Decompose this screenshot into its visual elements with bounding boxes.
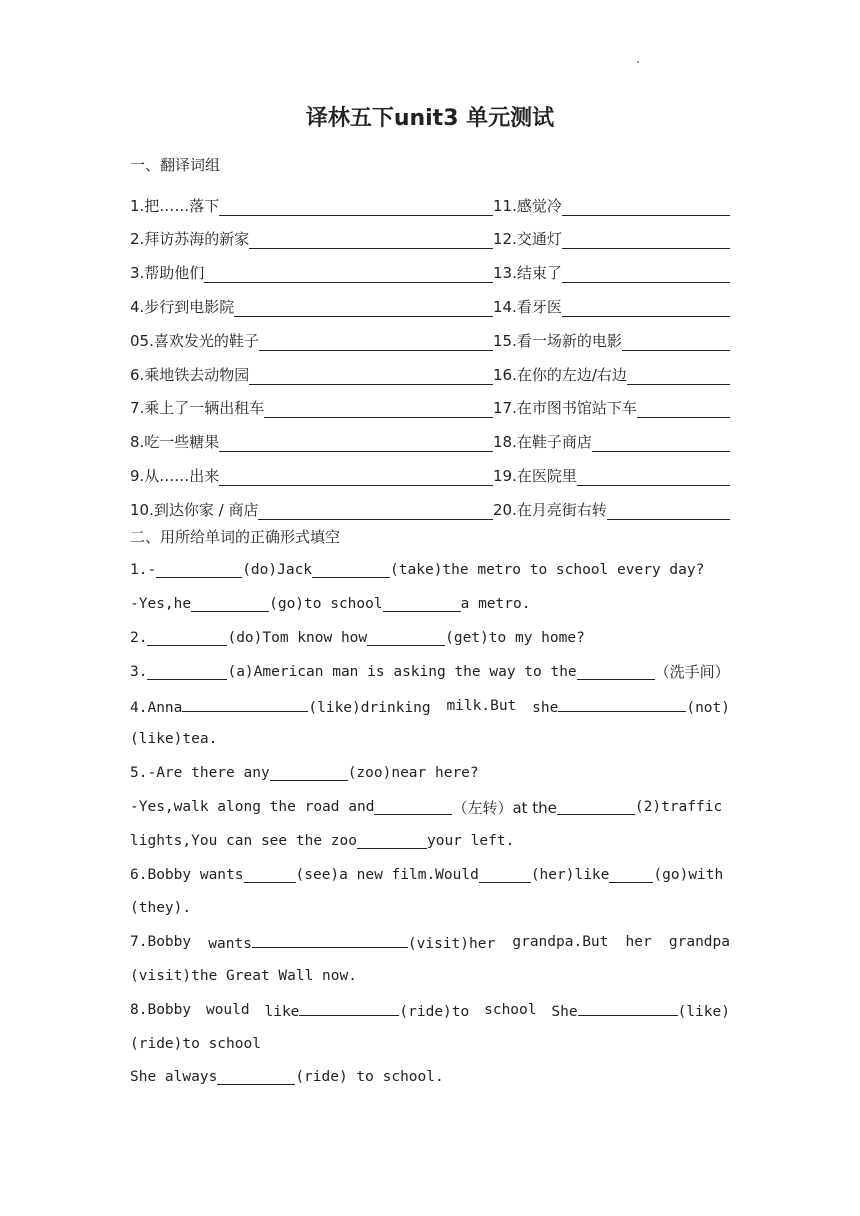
phrase-left (130, 465, 493, 486)
phrase-label: 11.感觉冷 (493, 196, 562, 215)
text: (a)American man is asking the way to the (227, 663, 577, 680)
phrase-left (130, 296, 493, 317)
phrase-label: 1.把……落下 (130, 196, 220, 215)
question-2 (130, 621, 730, 655)
phrase-right (493, 296, 730, 317)
question-6-line-1 (130, 858, 730, 892)
text: 7.Bobby (130, 934, 192, 951)
text: (go)to school (269, 596, 383, 613)
text: grandpa.But (512, 934, 609, 951)
answer-blank[interactable] (577, 664, 655, 680)
section1-heading: 一、翻译词组 (130, 156, 221, 175)
answer-blank[interactable] (577, 469, 730, 486)
answer-blank[interactable] (357, 833, 427, 849)
phrase-right (493, 262, 730, 283)
phrase-left (130, 397, 493, 418)
answer-blank[interactable] (252, 932, 408, 948)
answer-blank[interactable] (609, 867, 653, 883)
text: (like)tea. (130, 731, 218, 748)
question-1-line-2 (130, 587, 730, 621)
question-8-line-3 (130, 1061, 730, 1095)
question-8-line-1 (130, 993, 730, 1027)
phrase-row (130, 317, 730, 351)
text: 6.Bobby wants (130, 866, 244, 883)
text: (her)like (530, 866, 610, 883)
text: her (625, 934, 652, 951)
text: (see)a new film.Would (295, 866, 479, 883)
question-7-line-2 (130, 959, 730, 993)
text: your left. (426, 832, 515, 849)
phrase-label: 4.步行到电影院 (130, 297, 235, 316)
phrase-row (130, 216, 730, 250)
answer-blank[interactable] (562, 300, 730, 317)
page-title: 译林五下unit3 单元测试 (305, 106, 555, 131)
answer-blank[interactable] (217, 1069, 295, 1085)
text: (go)with (653, 866, 724, 883)
text: lights,You can see the zoo (130, 832, 357, 849)
text: a metro. (460, 596, 531, 613)
answer-blank[interactable] (219, 435, 493, 452)
answer-blank[interactable] (479, 867, 531, 883)
phrase-row (130, 452, 730, 486)
text: (visit)the Great Wall now. (130, 968, 357, 985)
phrase-row (130, 182, 730, 216)
answer-blank[interactable] (234, 300, 493, 317)
answer-blank[interactable] (627, 368, 730, 385)
phrase-label: 16.在你的左边/右边 (493, 365, 627, 384)
answer-blank[interactable] (557, 799, 635, 815)
text: like (264, 1003, 300, 1020)
text: (do)Jack (242, 562, 313, 579)
answer-blank[interactable] (258, 503, 493, 520)
text: -Yes,he (130, 596, 192, 613)
text: (they). (130, 900, 192, 917)
text: she (532, 699, 559, 716)
answer-blank[interactable] (562, 266, 730, 283)
text: (zoo)near here? (347, 765, 479, 782)
text: 8.Bobby (130, 1001, 192, 1018)
section2-heading: 二、用所给单词的正确形式填空 (130, 528, 341, 547)
question-1-line-1 (130, 554, 730, 588)
phrase-label: 13.结束了 (493, 264, 562, 283)
answer-blank[interactable] (264, 401, 493, 418)
answer-blank[interactable] (578, 1000, 678, 1016)
phrase-label: 19.在医院里 (493, 466, 577, 485)
phrase-left (130, 195, 493, 216)
question-4-line-2 (130, 723, 730, 757)
answer-blank[interactable] (592, 435, 730, 452)
phrase-right (493, 330, 730, 351)
text: （左转）at the (452, 798, 557, 817)
phrase-label: 10.到达你家 / 商店 (130, 500, 259, 519)
text: (not) (686, 699, 730, 716)
text: (like) (677, 1003, 730, 1020)
text: would (205, 1001, 250, 1018)
phrase-row (130, 486, 730, 520)
phrase-label: 05.喜欢发光的鞋子 (130, 331, 259, 350)
text: (take)the metro to school every day? (390, 562, 705, 579)
text: (ride)to school (130, 1035, 261, 1052)
answer-blank[interactable] (299, 1000, 399, 1016)
page-dot (637, 61, 639, 63)
answer-blank[interactable] (249, 232, 493, 249)
phrase-left (130, 262, 493, 283)
phrase-label: 3.帮助他们 (130, 264, 205, 283)
phrase-label: 2.拜访苏海的新家 (130, 230, 250, 249)
phrase-right (493, 465, 730, 486)
phrase-label: 18.在鞋子商店 (493, 433, 592, 452)
phrase-label: 7.乘上了一辆出租车 (130, 399, 265, 418)
phrase-left (130, 499, 493, 520)
phrase-label: 12.交通灯 (493, 230, 562, 249)
phrase-left (130, 431, 493, 452)
phrase-right (493, 499, 730, 520)
phrase-right (493, 364, 730, 385)
phrase-row (130, 418, 730, 452)
question-5-line-1 (130, 756, 730, 790)
text: She always (130, 1069, 218, 1086)
text: (ride)to (399, 1003, 470, 1020)
answer-blank[interactable] (367, 630, 445, 646)
phrase-label: 6.乘地铁去动物园 (130, 365, 250, 384)
text: 4.Anna (130, 699, 183, 716)
text: (ride) to school. (295, 1069, 444, 1086)
answer-blank[interactable] (147, 630, 227, 646)
question-7-line-1 (130, 925, 730, 959)
text: 3. (130, 663, 148, 680)
answer-blank[interactable] (259, 334, 493, 351)
answer-blank[interactable] (622, 334, 730, 351)
text: （洗手间） (654, 663, 730, 682)
text: milk.But (446, 697, 517, 714)
text: (do)Tom know how (227, 630, 368, 647)
answer-blank[interactable] (383, 596, 461, 612)
phrase-row (130, 351, 730, 385)
answer-blank[interactable] (637, 401, 730, 418)
answer-blank[interactable] (270, 765, 348, 781)
question-4-line-1 (130, 689, 730, 723)
answer-blank[interactable] (191, 596, 269, 612)
answer-blank[interactable] (219, 199, 493, 216)
answer-blank[interactable] (219, 469, 493, 486)
text: school (484, 1001, 537, 1018)
phrase-label: 9.从……出来 (130, 466, 220, 485)
answer-blank[interactable] (204, 266, 493, 283)
answer-blank[interactable] (607, 503, 730, 520)
answer-blank[interactable] (156, 562, 242, 578)
text: She (551, 1003, 578, 1020)
phrase-left (130, 330, 493, 351)
question-5-line-3 (130, 824, 730, 858)
text: 1.- (130, 562, 157, 579)
text: -Yes,walk along the road and (130, 799, 375, 816)
phrase-label: 14.看牙医 (493, 297, 562, 316)
text: wants (208, 936, 252, 953)
phrase-label: 15.看一场新的电影 (493, 331, 622, 350)
answer-blank[interactable] (374, 799, 452, 815)
answer-blank[interactable] (558, 696, 686, 712)
phrase-label: 17.在市图书馆站下车 (493, 399, 637, 418)
phrase-left (130, 364, 493, 385)
answer-blank[interactable] (562, 232, 730, 249)
question-8-line-2 (130, 1027, 730, 1061)
answer-blank[interactable] (182, 696, 308, 712)
phrase-right (493, 228, 730, 249)
phrase-row (130, 385, 730, 419)
phrase-row (130, 249, 730, 283)
answer-blank[interactable] (312, 562, 390, 578)
text: grandpa (668, 934, 730, 951)
question-5-line-2 (130, 790, 730, 824)
text: (get)to my home? (445, 630, 585, 647)
answer-blank[interactable] (147, 664, 227, 680)
phrase-row (130, 283, 730, 317)
question-6-line-2 (130, 892, 730, 926)
phrase-label: 8.吃一些糖果 (130, 433, 220, 452)
answer-blank[interactable] (249, 368, 493, 385)
text: (2)traffic (634, 799, 723, 816)
phrase-right (493, 397, 730, 418)
phrase-right (493, 431, 730, 452)
answer-blank[interactable] (244, 867, 296, 883)
phrase-right (493, 195, 730, 216)
phrase-label: 20.在月亮街右转 (493, 500, 607, 519)
worksheet-body (130, 148, 730, 1094)
text: 5.-Are there any (130, 765, 270, 782)
question-3 (130, 655, 730, 689)
answer-blank[interactable] (562, 199, 730, 216)
phrase-list (130, 182, 730, 520)
phrase-left (130, 228, 493, 249)
text: 2. (130, 630, 148, 647)
text: (like)drinking (308, 699, 431, 716)
text: (visit)her (407, 936, 496, 953)
